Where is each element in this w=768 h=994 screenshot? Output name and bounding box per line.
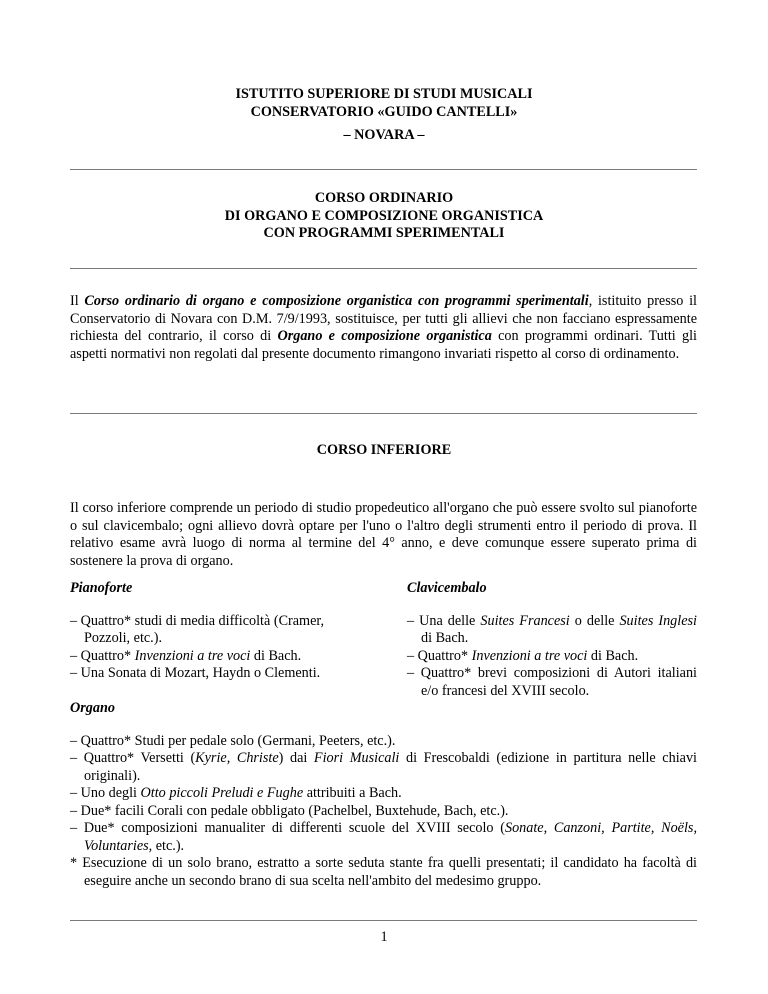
footnote-text: * Esecuzione di un solo brano, estratto a sorte seduta stante fra quelli presentati; il candidato ha facoltà di eseguire anche un secondo brano di sua scelta nell'ambito del medesimo gruppo.	[70, 855, 697, 889]
list-item: – Quattro* studi di media difficoltà (Cramer, Pozzoli, etc.).	[70, 612, 325, 646]
course-name-emphasis: Corso ordinario di organo e composizione organistica con programmi sperimentali	[84, 293, 589, 309]
list-item: – Quattro* Studi per pedale solo (Germani, Peeters, etc.).	[70, 732, 396, 749]
header-line-2: CONSERVATORIO «GUIDO CANTELLI»	[250, 103, 518, 120]
list-item: – Uno degli Otto piccoli Preludi e Fughe attribuiti a Bach.	[70, 785, 402, 801]
pianoforte-heading: Pianoforte	[70, 580, 133, 596]
list-item: – Una delle Suites Francesi o delle Suites Inglesi di Bach.	[407, 612, 697, 646]
list-item: – Due* composizioni manualiter di differenti scuole del XVIII secolo (Sonate, Canzoni, Partite, Noëls, Voluntaries, etc.).	[70, 820, 697, 854]
header-line-1: ISTUTITO SUPERIORE DI STUDI MUSICALI	[235, 86, 533, 102]
organo-heading: Organo	[70, 700, 115, 716]
organo-section	[70, 700, 697, 855]
list-item: – Quattro* Invenzioni a tre voci di Bach.	[70, 647, 302, 664]
divider	[70, 268, 697, 269]
pianoforte-column	[70, 580, 360, 683]
institution-header	[70, 86, 698, 145]
clavicembalo-column	[407, 580, 697, 700]
list-item: – Una Sonata di Mozart, Haydn o Clementi.	[70, 665, 321, 681]
divider	[70, 169, 697, 170]
divider	[70, 413, 697, 414]
course-title-line-2: DI ORGANO E COMPOSIZIONE ORGANISTICA	[224, 207, 544, 224]
section-title: CORSO INFERIORE	[316, 442, 452, 458]
footer-divider	[70, 920, 697, 921]
list-item: – Due* facili Corali con pedale obbligato (Pachelbel, Buxtehude, Bach, etc.).	[70, 802, 509, 819]
list-item: – Quattro* brevi composizioni di Autori italiani e/o francesi del XVIII secolo.	[407, 665, 697, 699]
clavicembalo-heading: Clavicembalo	[407, 580, 487, 596]
list-item: – Quattro* Invenzioni a tre voci di Bach.	[407, 647, 639, 664]
footnote	[70, 855, 697, 890]
course-title-line-3: CON PROGRAMMI SPERIMENTALI	[263, 225, 505, 241]
course-title-line-1: CORSO ORDINARIO	[314, 190, 454, 206]
intro-paragraph: Il Corso ordinario di organo e composizione organistica con programmi sperimentali, istituito presso il Conservatorio di Novara con D.M. 7/9/1993, sostituisce, per tutti gli allievi che non facciano espressamente richiesta del contrario, il corso di Organo e composizione organistica con programmi ordinari. Tutti gli aspetti normativi non regolati dal presente documento rimangono invariati rispetto al corso di ordinamento.	[70, 293, 697, 362]
header-line-3: – NOVARA –	[343, 127, 425, 143]
list-item: – Quattro* Versetti (Kyrie, Christe) dai Fiori Musicali di Frescobaldi (edizione in partitura nelle chiavi originali).	[70, 750, 697, 784]
section-intro-paragraph: Il corso inferiore comprende un periodo di studio propedeutico all'organo che può essere svolto sul pianoforte o sul clavicembalo; ogni allievo dovrà optare per l'uno o l'altro degli strumenti entro il periodo di prova. Il relativo esame avrà luogo di norma al termine del 4° anno, e deve comunque essere superato prima di sostenere la prova di organo.	[70, 500, 697, 569]
course-name-emphasis: Organo e composizione organistica	[277, 328, 492, 344]
course-title	[70, 190, 698, 243]
page-number: 1	[380, 929, 388, 945]
